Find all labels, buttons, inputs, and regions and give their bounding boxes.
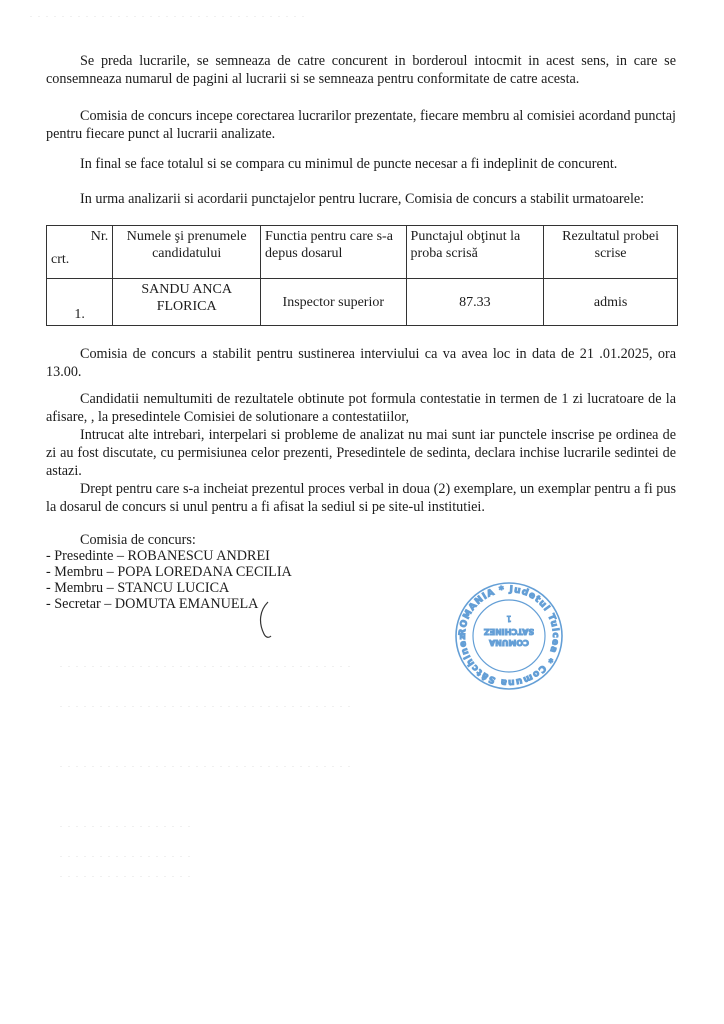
bleed-through-text: . . . . . . . . . . . . . . . . . — [60, 820, 192, 829]
commission-list — [46, 532, 292, 612]
bleed-through-text: . . . . . . . . . . . . . . . . . . . . . . . . . . . . . . . . . . . . . — [60, 700, 352, 709]
table-header-row — [47, 226, 678, 279]
header-crt: crt. — [51, 252, 70, 267]
commission-member: - Membru – POPA LOREDANA CECILIA — [46, 564, 292, 580]
cell-result: admis — [544, 279, 678, 326]
results-table — [46, 225, 678, 326]
header-score: Punctajul obţinut la proba scrisă — [406, 226, 544, 279]
cell-name: SANDU ANCA FLORICA — [113, 279, 261, 326]
commission-member: - Presedinte – ROBANESCU ANDREI — [46, 548, 270, 564]
official-stamp-icon — [453, 580, 565, 692]
cell-function: Inspector superior — [261, 279, 406, 326]
paragraph-handover: Se preda lucrarile, se semneaza de catre concurent in borderoul intocmit in acest sens, in care se consemneaza numarul de pagini al lucrarii si se semneaza pentru conformitate de catre acesta. — [46, 53, 676, 87]
paragraph-analysis: In urma analizarii si acordarii punctajelor pentru lucrare, Comisia de concurs a stabilit urmatoarele: — [80, 191, 645, 207]
commission-title: Comisia de concurs: — [80, 532, 196, 548]
paragraph-correction: Comisia de concurs incepe corectarea lucrarilor prezentate, fiecare membru al comisiei acordand punctaj pentru fiecare punct al lucrarii analizate. — [46, 108, 676, 142]
header-result: Rezultatul probei scrise — [544, 226, 678, 279]
bleed-through-text: . . . . . . . . . . . . . . . . . . . . . . . . . . . . . . . . . . . . . — [60, 760, 352, 769]
stamp-outer-text: ROMANIA * Judetul Tulcea * Comuna Sâtchinez — [457, 584, 561, 688]
paragraph-contestation: Candidatii nemultumiti de rezultatele obtinute pot formula contestatie in termen de 1 zi lucratoare de la afisare, , la presedintele Comisiei de solutionare a contestatiilor, — [46, 391, 676, 425]
bleed-through-text: . . . . . . . . . . . . . . . . . . . . . . . . . . . . . . . . . . . . . — [60, 660, 352, 669]
stamp-inner-line2: SATCHINEZ — [483, 627, 535, 636]
stamp-inner-line1: COMUNA — [488, 638, 530, 647]
table-row — [47, 279, 678, 326]
commission-member: - Secretar – DOMUTA EMANUELA — [46, 596, 259, 612]
bleed-through-text: . . . . . . . . . . . . . . . . . — [60, 850, 192, 859]
paragraph-closing: Intrucat alte intrebari, interpelari si probleme de analizat nu mai sunt iar punctele inscrise pe ordinea de zi au fost discutate, cu permisiunea celor prezenti, Presedintele de sedinta, declara inchise lucrarile sedintei de astazi. — [46, 427, 676, 479]
header-nr: Nr. — [90, 229, 109, 244]
cell-nr: 1. — [47, 279, 113, 326]
header-function: Functia pentru care s-a depus dosarul — [261, 226, 406, 279]
bleed-through-text: . . . . . . . . . . . . . . . . . — [60, 870, 192, 879]
bleed-through-text: . . . . . . . . . . . . . . . . . . . . . . . . . . . . . . . . . . . — [30, 10, 306, 19]
header-name: Numele şi prenumele candidatului — [113, 226, 261, 279]
paragraph-total: In final se face totalul si se compara cu minimul de puncte necesar a fi indeplinit de concurent. — [80, 156, 618, 172]
stamp-number: 1 — [506, 614, 512, 623]
cell-score: 87.33 — [406, 279, 544, 326]
paragraph-interview: Comisia de concurs a stabilit pentru sustinerea interviului ca va avea loc in data de 21 .01.2025, ora 13.00. — [46, 346, 676, 380]
header-nr-crt — [47, 226, 113, 279]
commission-member: - Membru – STANCU LUCICA — [46, 580, 230, 596]
signature-mark — [256, 600, 276, 640]
paragraph-copies: Drept pentru care s-a incheiat prezentul proces verbal in doua (2) exemplare, un exemplar pentru a fi pus la dosarul de concurs si unul pentru a fi afisat la sediul si pe site-ul institutiei. — [46, 481, 676, 515]
